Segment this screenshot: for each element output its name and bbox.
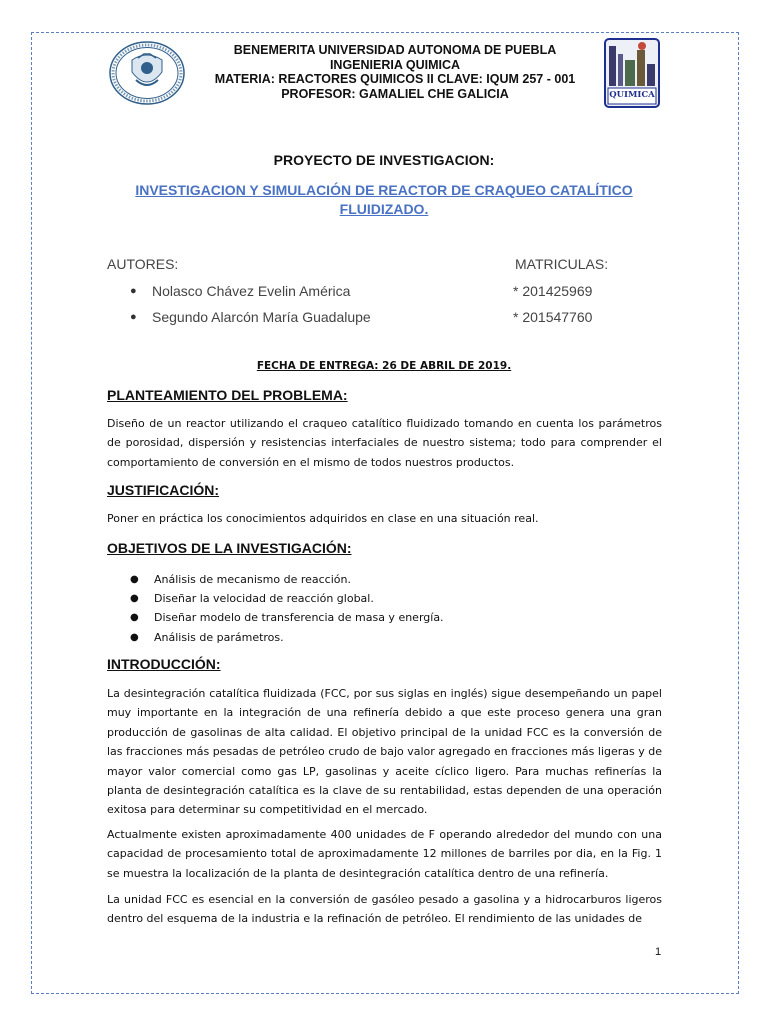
list-item: ● Diseñar la velocidad de reacción global.	[130, 589, 444, 608]
bullet-icon: ●	[130, 311, 137, 323]
paragraph-planteamiento: Diseño de un reactor utilizando el craqueo catalítico fluidizado tomando en cuenta los parámetros de porosidad, dispersión y resistencias interfaciales de nuestro sistema; todo para comprender el comportamiento de conversión en el mismo de todos nuestros productos.	[107, 417, 662, 469]
header-professor: PROFESOR: GAMALIEL CHE GALICIA	[281, 86, 509, 101]
delivery-date: FECHA DE ENTREGA: 26 DE ABRIL DE 2019.	[256, 360, 512, 372]
paragraph-introduccion-3: La unidad FCC es esencial en la conversión de gasóleo pesado a gasolina y a hidrocarburos ligeros dentro del esquema de la industria e la refinación de petróleo. El rendimiento de las unidades de	[107, 893, 662, 926]
bullet-icon: ●	[130, 631, 139, 643]
bullet-icon: ●	[130, 612, 139, 624]
document-title: INVESTIGACION Y SIMULACIÓN DE REACTOR DE CRAQUEO CATALÍTICO FLUIDIZADO.	[135, 182, 633, 217]
author-name: Nolasco Chávez Evelin América	[152, 283, 351, 299]
bullet-icon: ●	[130, 574, 139, 585]
paragraph-introduccion-1: La desintegración catalítica fluidizada (FCC, por sus siglas en inglés) sigue desempeñando un papel muy importante en la integración de una refinería debido a que este proceso genera una gran producción de gasolinas de alta calidad. El objetivo principal de la unidad FCC es la conversión de las fracciones más pesadas de petróleo crudo de bajo valor agregado en fracciones más ligeras y de mayor valor comercial como gas LP, gasolinas y aceite cíclico ligero. Para muchas refinerías la planta de desintegración catalítica es la clave de su rentabilidad, estas dependen de una operación exitosa para determinar su competitividad en el mercado.	[107, 687, 663, 817]
header-subject: MATERIA: REACTORES QUIMICOS II CLAVE: IQUM 257 - 001	[214, 72, 576, 86]
header-university: BENEMERITA UNIVERSIDAD AUTONOMA DE PUEBLA	[233, 43, 557, 57]
university-seal-logo	[108, 40, 186, 106]
list-item: ● Diseñar modelo de transferencia de masa y energía.	[130, 608, 444, 627]
author-matricula: * 201425969	[513, 283, 593, 299]
bullet-icon: ●	[130, 285, 137, 297]
matriculas-label: MATRICULAS:	[515, 256, 609, 272]
section-heading-introduccion: INTRODUCCIÓN:	[107, 656, 221, 672]
document-header	[190, 43, 600, 101]
page-number: 1	[655, 946, 662, 958]
list-item: ● Análisis de mecanismo de reacción.	[130, 570, 444, 589]
list-item: ● Análisis de parámetros.	[130, 628, 444, 647]
section-heading-planteamiento: PLANTEAMIENTO DEL PROBLEMA:	[107, 387, 348, 403]
paragraph-justificacion: Poner en práctica los conocimientos adquiridos en clase en una situación real.	[107, 512, 539, 525]
paragraph-introduccion-2: Actualmente existen aproximadamente 400 unidades de F operando alrededor del mundo con una capacidad de procesamiento total de aproximadamente 12 millones de barriles por dia, en la Fig. 1 se muestra la localización de la planta de desintegración catalítica dentro de una refinería.	[107, 828, 662, 880]
author-matricula: * 201547760	[513, 309, 593, 325]
project-heading: PROYECTO DE INVESTIGACION:	[273, 152, 495, 168]
objectives-list	[130, 570, 444, 647]
header-career: INGENIERIA QUIMICA	[329, 57, 461, 72]
author-name: Segundo Alarcón María Guadalupe	[152, 309, 371, 325]
authors-label: AUTORES:	[107, 256, 179, 272]
faculty-logo-text: QUIMICA	[609, 90, 655, 100]
bullet-icon: ●	[130, 593, 139, 605]
section-heading-objetivos: OBJETIVOS DE LA INVESTIGACIÓN:	[107, 540, 352, 556]
section-heading-justificacion: JUSTIFICACIÓN:	[107, 482, 219, 498]
